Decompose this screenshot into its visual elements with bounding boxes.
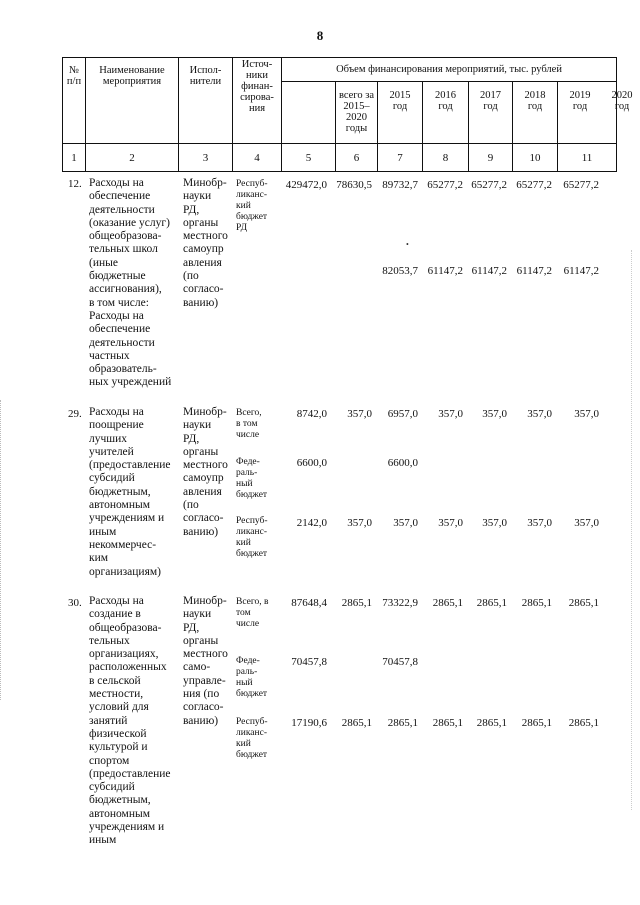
header-year-2016: 2016 год (435, 90, 456, 112)
index-cell: 8 (442, 152, 449, 164)
value-2016: 89732,7 (382, 179, 418, 191)
value-2020: 65277,2 (563, 179, 599, 191)
value-2019: 357,0 (527, 517, 552, 529)
funding-source: Респуб- ликанс- кий бюджет РД (236, 179, 268, 233)
funding-source: Всего, в том числе (236, 597, 269, 629)
page-number: 8 (316, 28, 324, 43)
executors: Минобр- науки РД, органы местного само- управле- ния (по согласо- ванию) (183, 595, 228, 727)
value-total: 429472,0 (285, 179, 327, 191)
value-2015: 2865,1 (341, 717, 372, 729)
scan-edge-right (631, 250, 638, 810)
row-number: 29. (68, 408, 82, 420)
header-col-no: № п/п (66, 65, 82, 87)
index-cell: 4 (254, 152, 260, 164)
value-2016: 70457,8 (382, 656, 418, 668)
value-2019: 2865,1 (521, 597, 552, 609)
value-2017: 2865,1 (432, 717, 463, 729)
executors: Минобр- науки РД, органы местного самоупр авления (по согласо- ванию) (183, 406, 228, 538)
value-total: 8742,0 (296, 408, 327, 420)
value-2020: 357,0 (574, 517, 599, 529)
value-2015: 357,0 (347, 517, 372, 529)
value-2018: 65277,2 (471, 179, 507, 191)
value-2019: 357,0 (527, 408, 552, 420)
value-2016: 6957,0 (387, 408, 418, 420)
index-cell: 10 (529, 152, 541, 164)
header-table (62, 57, 633, 172)
index-cell: 2 (129, 152, 135, 164)
measure-name: Расходы на создание в общеобразова- тельных организациях, расположенных в сельской местности, условий для занятий физической культурой и спортом (предоставление субсидий бюджетным, автономным учреждениям и иным (89, 595, 171, 847)
header-year-2018: 2018 год (524, 90, 546, 112)
index-cell: 5 (305, 152, 312, 164)
index-cell: 9 (487, 152, 494, 164)
value-2017: 61147,2 (427, 265, 463, 277)
header-col-name: Наименование мероприятия (99, 65, 165, 87)
value-2020: 2865,1 (568, 597, 599, 609)
header-year-2020: 2020 год (611, 90, 633, 112)
value-2019: 65277,2 (516, 179, 552, 191)
value-2016: 6600,0 (387, 457, 418, 469)
funding-source: Феде- раль- ный бюджет (236, 656, 268, 699)
value-total: 17190,6 (291, 717, 327, 729)
value-2016: 357,0 (393, 517, 418, 529)
value-2015: 357,0 (347, 408, 372, 420)
value-2018: 2865,1 (476, 717, 507, 729)
scan-edge-left (0, 400, 7, 700)
index-cell: 7 (397, 152, 403, 164)
value-2017: 357,0 (438, 408, 463, 420)
funding-source: Респуб- ликанс- кий бюджет (236, 516, 268, 559)
value-2020: 61147,2 (563, 265, 599, 277)
measure-name: Расходы на обеспечение деятельности (оказание услуг) общеобразова- тельных школ (иные бюджетные ассигнования), в том числе: Расходы на обеспечение деятельности частных образователь- ных учреждений (89, 177, 172, 389)
value-2018: 357,0 (482, 408, 507, 420)
header-col-funding: Объем финансирования мероприятий, тыс. рублей (336, 64, 562, 75)
header-col-total: всего за 2015– 2020 годы (338, 90, 375, 134)
funding-source: Феде- раль- ный бюджет (236, 457, 268, 500)
value-2018: 61147,2 (471, 265, 507, 277)
funding-source: Всего, в том числе (236, 408, 262, 440)
value-2018: 2865,1 (476, 597, 507, 609)
value-2018: 357,0 (482, 517, 507, 529)
value-2016: 2865,1 (387, 717, 418, 729)
header-year-2015: 2015 год (389, 90, 411, 112)
executors: Минобр- науки РД, органы местного самоупр авления (по согласо- ванию) (183, 177, 228, 309)
value-2019: 2865,1 (521, 717, 552, 729)
row-number: 30. (68, 597, 82, 609)
value-total: 70457,8 (291, 656, 327, 668)
value-2016: 82053,7 (382, 265, 418, 277)
value-2015: 78630,5 (336, 179, 372, 191)
index-cell: 11 (581, 152, 593, 164)
value-2017: 2865,1 (432, 597, 463, 609)
header-col-executors: Испол- нители (189, 65, 222, 87)
index-cell: 3 (202, 152, 209, 164)
index-cell: 1 (71, 152, 77, 164)
scan-speck: • (406, 240, 409, 249)
value-2016: 73322,9 (382, 597, 418, 609)
header-col-source: Источ- ники финан- сирова- ния (240, 59, 274, 114)
value-total: 87648,4 (291, 597, 327, 609)
value-total: 2142,0 (296, 517, 327, 529)
value-2017: 65277,2 (427, 179, 463, 191)
index-cell: 6 (353, 152, 360, 164)
row-number: 12. (68, 178, 82, 190)
measure-name: Расходы на поощрение лучших учителей (предоставление субсидий бюджетным, автономным учреждениям и иным некоммерчес- ким организациям) (89, 406, 171, 578)
header-year-2019: 2019 год (569, 90, 591, 112)
value-2015: 2865,1 (341, 597, 372, 609)
funding-source: Респуб- ликанс- кий бюджет (236, 717, 268, 760)
header-year-2017: 2017 год (480, 90, 501, 112)
value-total: 6600,0 (296, 457, 327, 469)
value-2017: 357,0 (438, 517, 463, 529)
value-2020: 2865,1 (568, 717, 599, 729)
value-2019: 61147,2 (516, 265, 552, 277)
value-2020: 357,0 (574, 408, 599, 420)
